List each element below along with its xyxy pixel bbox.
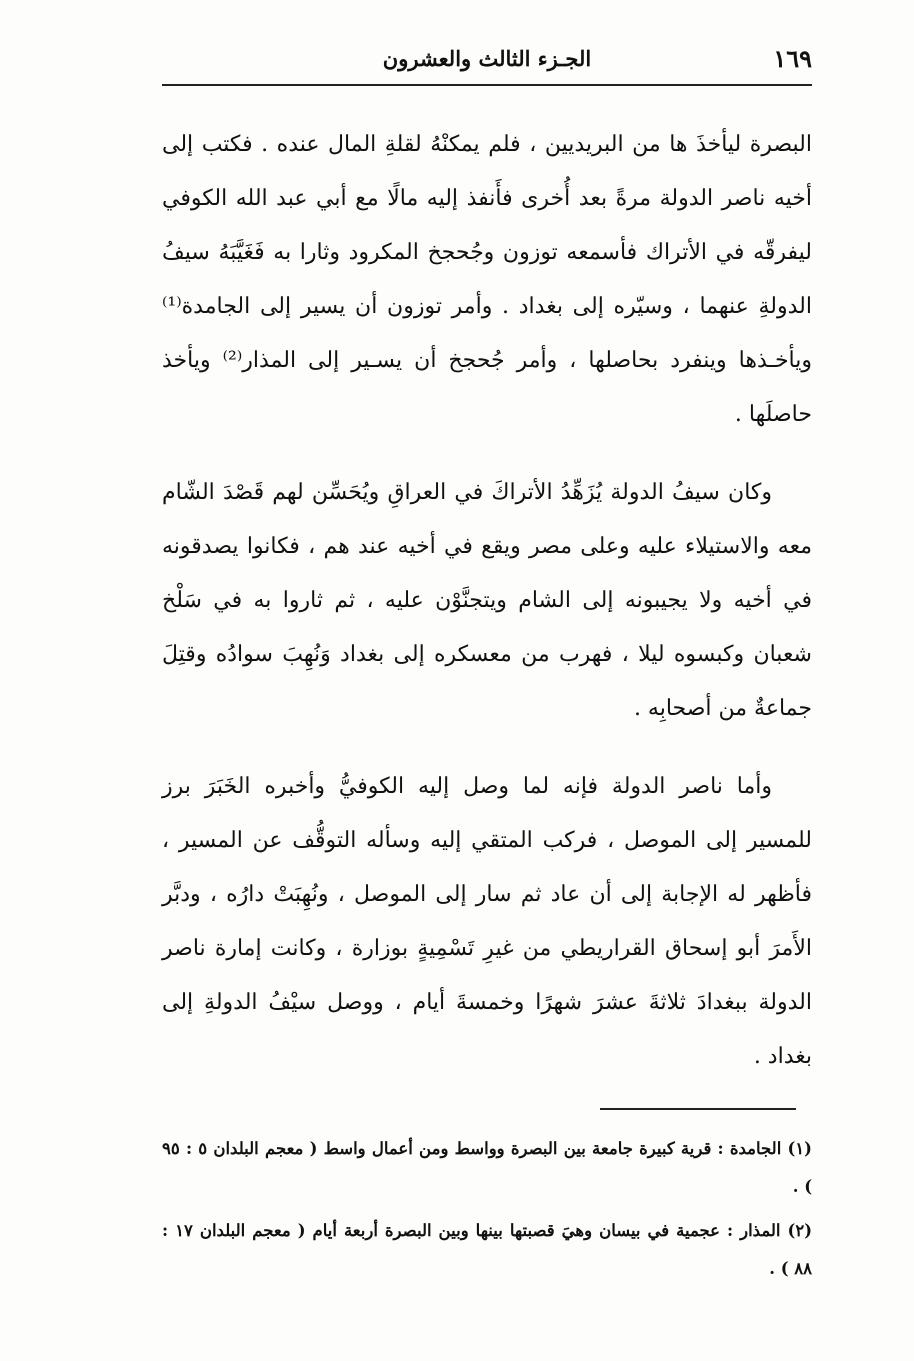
footnote-separator — [600, 1108, 796, 1110]
page-number: ١٦٩ — [773, 44, 812, 73]
footnote: (٢) المذار : عجمية في بيسان وهيَ قصبتها بينها وبين البصرة أربعة أيام ( معجم البلدان ١٧ : ٨٨ ) . — [162, 1221, 812, 1278]
running-head: الجـزء الثالث والعشرون — [382, 46, 592, 71]
footnote: (١) الجامدة : قرية كبيرة جامعة بين البصرة وواسط ومن أعمال واسط ( معجم البلدان ٥ : ٩٥ ) . — [162, 1139, 812, 1196]
footnotes — [162, 1130, 812, 1294]
paragraph: وكان سيفُ الدولة يُزَهِّدُ الأتراكَ في العراقِ ويُحَسِّن لهم قَصْدَ الشّام معه والاستيلاء عليه وعلى مصر ويقع في أخيه عند هم ، فكانوا يصدقونه في أخيه ولا يجيبونه إلى الشام ويتجنَّوْن عليه ، ثم ثاروا به في سَلْخ شعبان وكبسوه ليلا ، فهرب من معسكره إلى بغداد وَنُهِبَ سوادُه وقتِلَ جماعةٌ من أصحابِه . — [162, 480, 812, 721]
main-text — [162, 118, 812, 1108]
paragraph: البصرة ليأخذَ ها من البريديين ، فلم يمكنْهُ لقلةِ المال عنده . فكتب إلى أخيه ناصر الدولة مرةً بعد أُخرى فأَنفذ إليه مالًا مع أبي عبد الله الكوفي ليفرقّه في الأتراك فأسمعه توزون وجُحجخ المكرود وثارا به فَغَيَّبَهُ سيفُ الدولةِ عنهما ، وسيّره إلى بغداد . وأمر توزون أن يسير إلى الجامدة⁽¹⁾ ويأخـذها وينفرد بحاصلها ، وأمر جُحجخ أن يسـير إلى المذار⁽²⁾ ويأخذ حاصلَها . — [162, 132, 812, 427]
page-header — [162, 40, 812, 86]
paragraph: وأما ناصر الدولة فإنه لما وصل إليه الكوفيُّ وأخبره الخَبَرَ برز للمسير إلى الموصل ، فركب المتقي إليه وسأله التوقُّف عن المسير ، فأظهر له الإجابة إلى أن عاد ثم سار إلى الموصل ، ونُهِبَتْ دارُه ، ودبَّر الأَمرَ أبو إسحاق القراريطي من غيرِ تَسْمِيةٍ بوزارة ، وكانت إمارة ناصر الدولة ببغدادَ ثلاثةَ عشرَ شهرًا وخمسةَ أيام ، ووصل سيْفُ الدولةِ إلى بغداد . — [162, 774, 812, 1069]
